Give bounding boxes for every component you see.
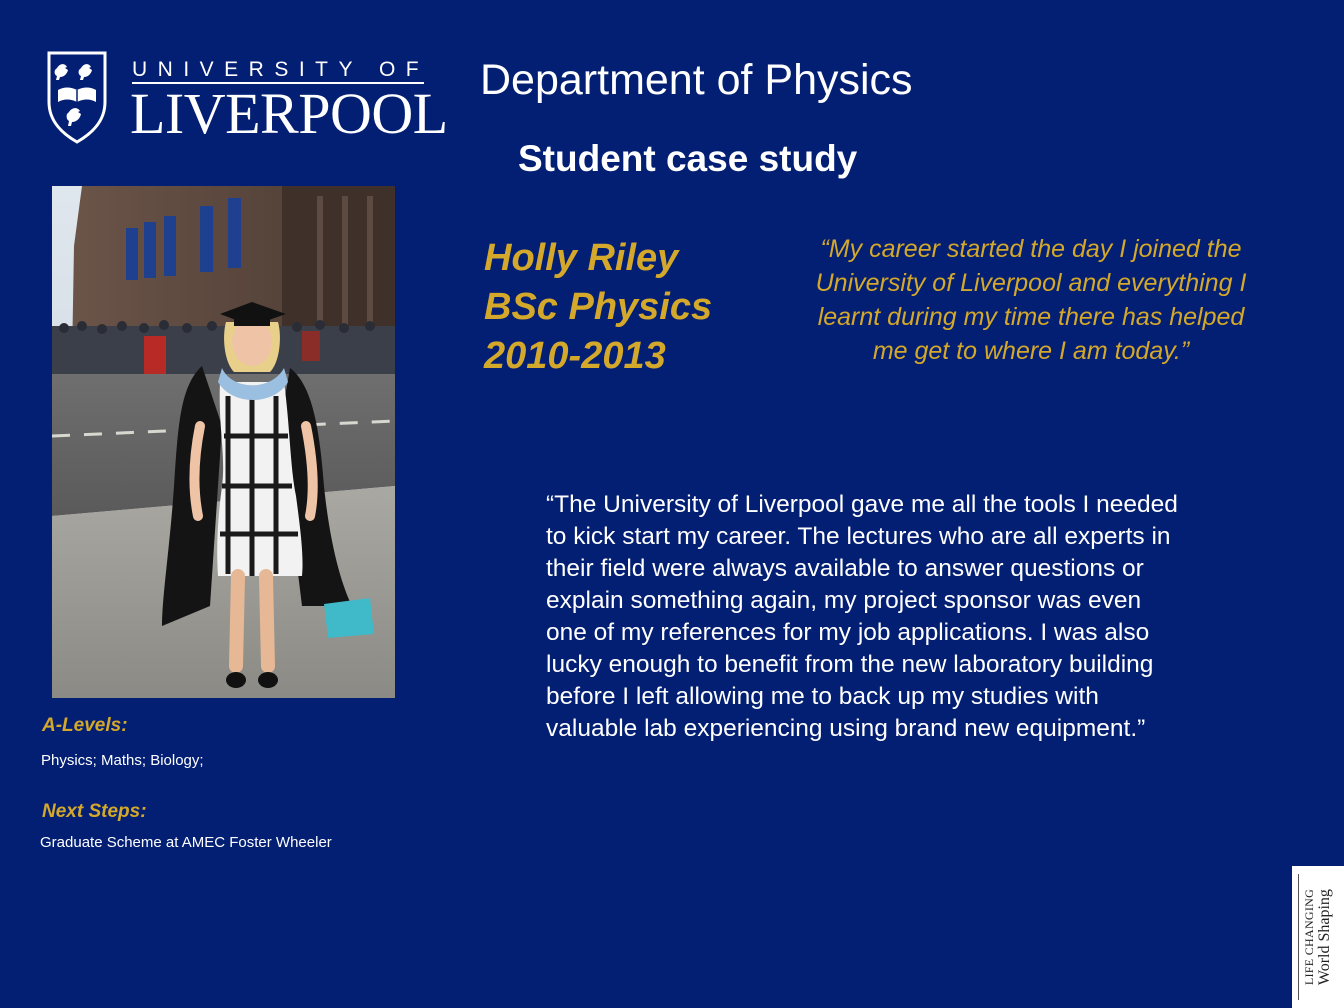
main-testimonial: “The University of Liverpool gave me all the tools I needed to kick start my career. The lectures who are all experts in their field were always available to answer questions or explain something again, my project sponsor was even one of my references for my job applications. I was also lucky enough to benefit from the new laboratory building before I left allowing me to back up my studies with valuable lab experiencing using brand new equipment.” <box>546 491 1178 742</box>
badge-rule <box>1298 874 1299 1000</box>
logo-line-liverpool: LIVERPOOL <box>130 81 448 146</box>
graduate-photo <box>52 186 395 698</box>
logo-line-university-of: UNIVERSITY OF <box>132 58 430 81</box>
university-logo <box>46 50 448 146</box>
pull-quote: “My career started the day I joined the University of Liverpool and everything I learnt during my time there has helped me get to where I am today.” <box>815 235 1247 365</box>
badge-line-life-changing: LIFE CHANGING <box>1302 888 1316 986</box>
graduate-photo-illustration <box>52 186 395 698</box>
alevels-heading: A-Levels: <box>42 715 128 736</box>
student-degree: BSc Physics <box>484 286 713 328</box>
alevels-value: Physics; Maths; Biology; <box>41 752 204 769</box>
life-changing-badge <box>1292 866 1344 1008</box>
department-title: Department of Physics <box>480 56 913 104</box>
badge-text <box>1302 889 1334 985</box>
next-steps-value: Graduate Scheme at AMEC Foster Wheeler <box>40 834 332 851</box>
badge-line-world-shaping: World Shaping <box>1316 889 1333 986</box>
page-subtitle: Student case study <box>518 138 858 179</box>
student-info <box>484 234 712 381</box>
student-years: 2010-2013 <box>484 335 666 377</box>
next-steps-heading: Next Steps: <box>42 801 147 822</box>
university-crest-icon <box>46 50 108 144</box>
student-name: Holly Riley <box>484 237 679 279</box>
